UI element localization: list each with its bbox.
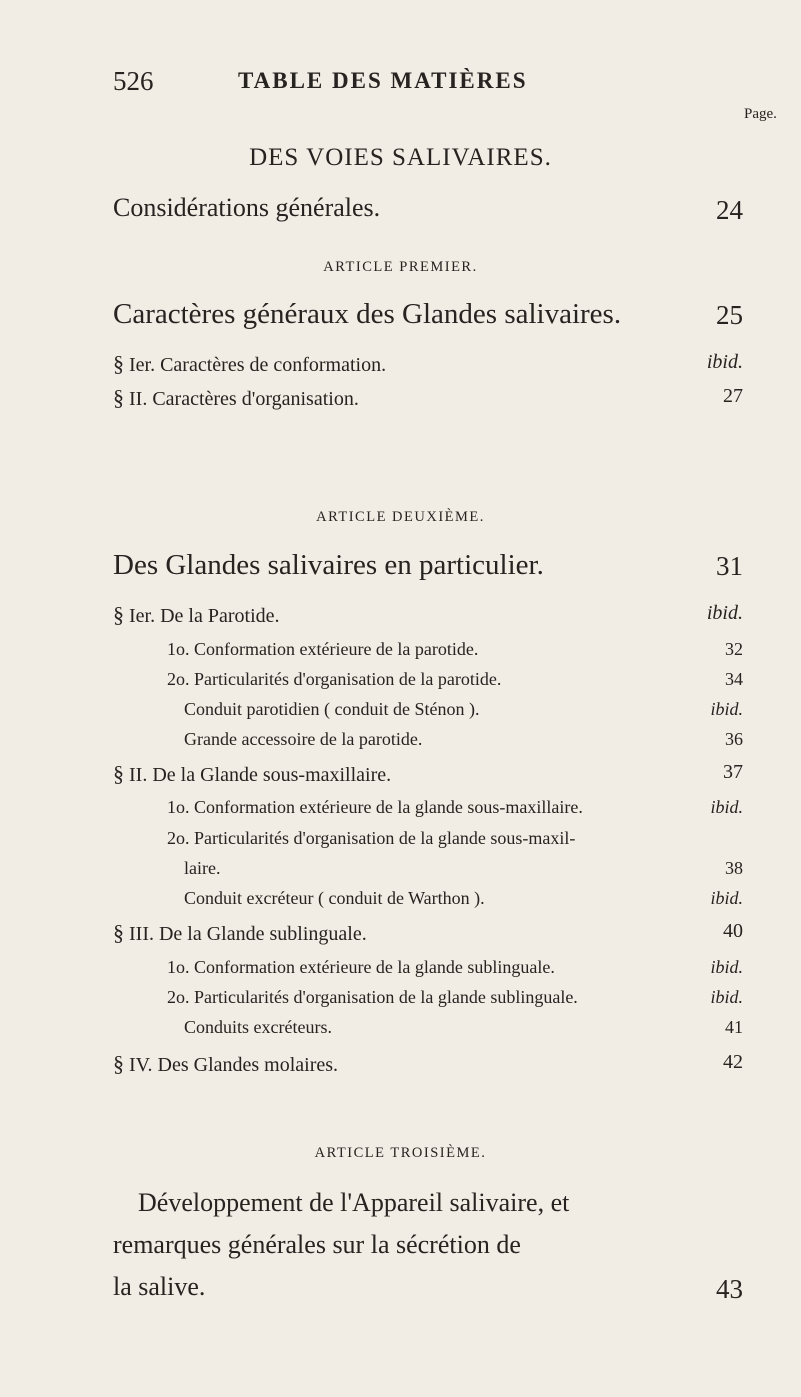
section-mark: § bbox=[113, 920, 124, 945]
page-column-label: Page. bbox=[744, 106, 777, 122]
toc-subentry-page: ibid. bbox=[710, 699, 743, 719]
toc-entry-page: 42 bbox=[723, 1051, 743, 1073]
toc-subentry: 1o. Conformation extérieure de la glande sublinguale. bbox=[167, 957, 555, 977]
section-mark: § bbox=[113, 761, 124, 786]
toc-subentry-page: 36 bbox=[725, 729, 743, 749]
toc-subentry: 1o. Conformation extérieure de la glande sous-maxillaire. bbox=[167, 797, 583, 817]
toc-entry: § Ier. Caractères de conformation. bbox=[113, 351, 387, 376]
toc-subentry-page: 41 bbox=[725, 1017, 743, 1037]
article-3-title-line: Développement de l'Appareil salivaire, et bbox=[138, 1188, 570, 1217]
toc-entry: § II. De la Glande sous-maxillaire. bbox=[113, 761, 392, 786]
article-3-title-line: remarques générales sur la sécrétion de bbox=[113, 1230, 521, 1259]
toc-subentry-page: ibid. bbox=[710, 888, 743, 908]
toc-entry-page: 37 bbox=[723, 761, 743, 783]
article-3-label: ARTICLE TROISIÈME. bbox=[314, 1145, 487, 1161]
section-mark: § bbox=[113, 602, 124, 627]
toc-entry: § III. De la Glande sublinguale. bbox=[113, 920, 367, 945]
section-mark: § bbox=[113, 385, 124, 410]
section-title: DES VOIES SALIVAIRES. bbox=[249, 144, 552, 171]
section-mark: § bbox=[113, 1051, 124, 1076]
article-3-page: 43 bbox=[716, 1274, 743, 1304]
toc-subentry: Conduits excréteurs. bbox=[184, 1017, 332, 1037]
toc-subentry: Grande accessoire de la parotide. bbox=[184, 729, 423, 749]
toc-subentry-page: ibid. bbox=[710, 797, 743, 817]
page-number: 526 bbox=[113, 66, 154, 96]
article-1-title: Caractères généraux des Glandes salivaires. bbox=[113, 298, 622, 330]
toc-subentry: 2o. Particularités d'organisation de la glande sous-maxil- bbox=[167, 828, 576, 848]
toc-subentry-page: 34 bbox=[725, 669, 743, 689]
toc-entry-page: 40 bbox=[723, 920, 743, 942]
running-head: TABLE DES MATIÈRES bbox=[238, 68, 528, 93]
considerations-title: Considérations générales. bbox=[113, 193, 381, 222]
toc-subentry: 1o. Conformation extérieure de la parotide. bbox=[167, 639, 479, 659]
toc-entry: § Ier. De la Parotide. bbox=[113, 602, 280, 627]
toc-entry-page: ibid. bbox=[706, 602, 743, 624]
article-3-title-line: la salive. bbox=[113, 1272, 206, 1301]
toc-entry-page: 27 bbox=[723, 385, 743, 407]
toc-entry-page: ibid. bbox=[706, 351, 743, 373]
toc-subentry: laire. bbox=[184, 858, 221, 878]
article-2-label: ARTICLE DEUXIÈME. bbox=[316, 509, 485, 525]
toc-subentry: 2o. Particularités d'organisation de la glande sublinguale. bbox=[167, 987, 578, 1007]
section-mark: § bbox=[113, 351, 124, 376]
toc-subentry: Conduit excréteur ( conduit de Warthon ). bbox=[184, 888, 485, 908]
toc-subentry-page: 38 bbox=[725, 858, 743, 878]
considerations-page: 24 bbox=[716, 195, 743, 225]
toc-subentry-page: ibid. bbox=[710, 957, 743, 977]
article-1-label: ARTICLE PREMIER. bbox=[323, 259, 478, 275]
toc-entry: § II. Caractères d'organisation. bbox=[113, 385, 359, 410]
toc-subentry-page: 32 bbox=[725, 639, 743, 659]
toc-subentry: 2o. Particularités d'organisation de la parotide. bbox=[167, 669, 502, 689]
article-1-page: 25 bbox=[716, 300, 743, 330]
toc-subentry-page: ibid. bbox=[710, 987, 743, 1007]
toc-subentry: Conduit parotidien ( conduit de Sténon ). bbox=[184, 699, 480, 719]
article-2-page: 31 bbox=[716, 551, 743, 581]
toc-entry: § IV. Des Glandes molaires. bbox=[113, 1051, 339, 1076]
article-2-title: Des Glandes salivaires en particulier. bbox=[113, 549, 544, 581]
